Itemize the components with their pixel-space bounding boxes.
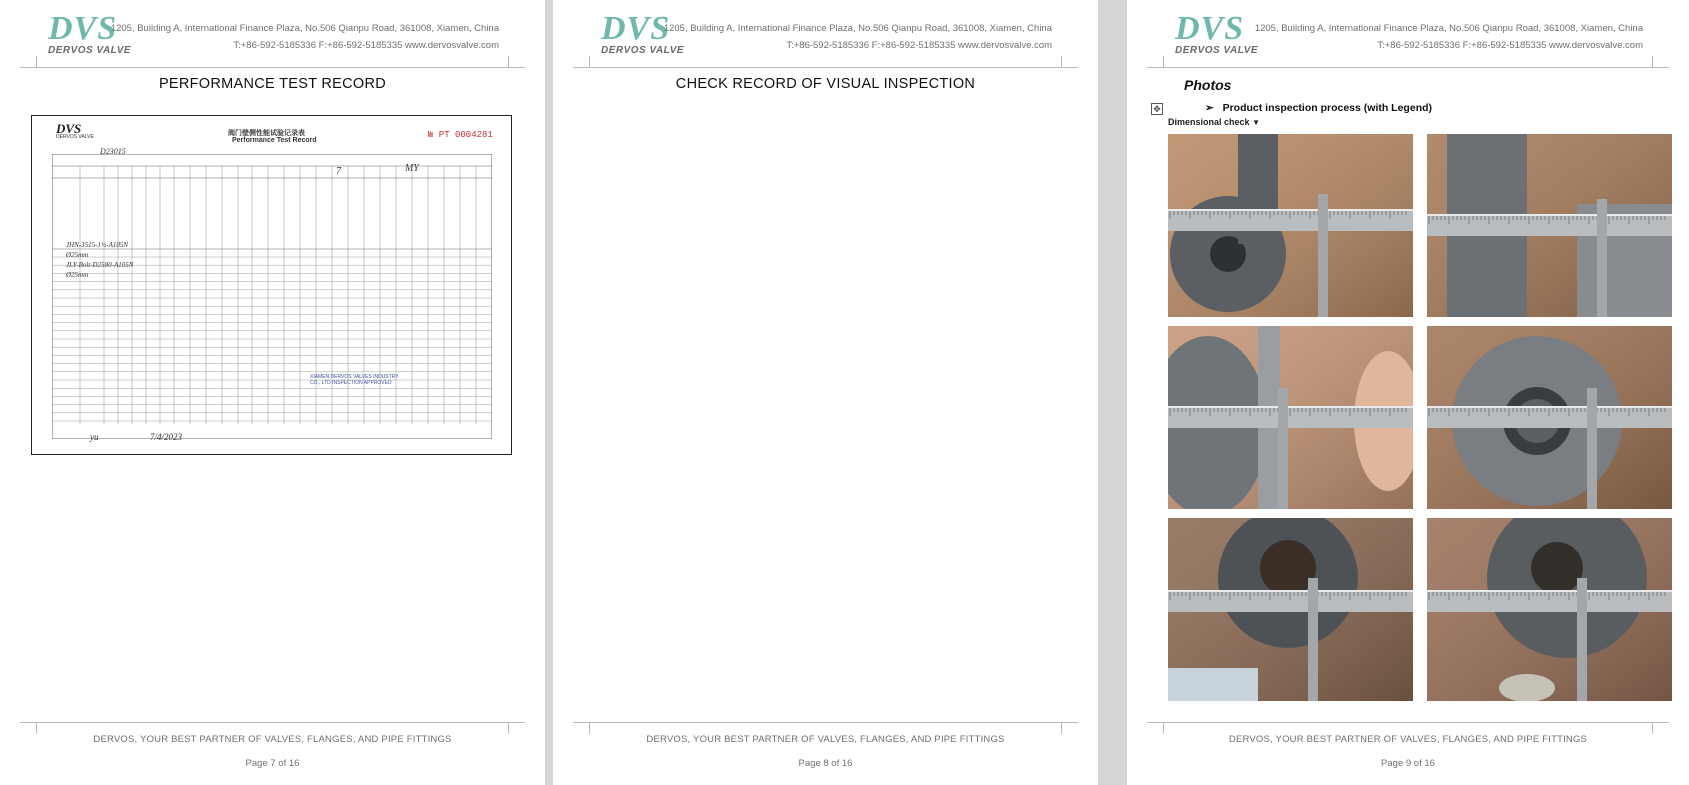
inspection-photo	[1168, 518, 1413, 701]
bullet-arrow-icon: ➢	[1205, 102, 1214, 114]
footer-tagline: DERVOS, YOUR BEST PARTNER OF VALVES, FLANGES, AND PIPE FITTINGS	[1228, 734, 1588, 745]
company-logo: DVS DERVOS VALVE	[601, 10, 685, 56]
inspection-photo	[1427, 326, 1672, 509]
document-page-8	[553, 0, 1098, 785]
move-handle-icon[interactable]: ✥	[1151, 103, 1163, 115]
inspection-photo	[1427, 134, 1672, 317]
page-number: Page 8 of 16	[798, 758, 853, 769]
performance-test-record-scan: DVS DERVOS VALVE 阀门壁侧性能试验记录表 Performance Test Record № PT 0004281 D23015 7 MY JHN-3515-1½-A105N Ø25mm JLY-Bolt-D2580-A105N Ø25mm XIAMEN DERVOS VALVES INDUSTRY CO., LTD INSPECTION APPROVED yu 7/4/2023	[31, 115, 512, 455]
page-number: Page 9 of 16	[1381, 758, 1435, 769]
document-page-7	[0, 0, 545, 785]
performance-grid	[52, 154, 492, 439]
page-title: Photos	[1184, 77, 1232, 93]
dimensional-check-dropdown[interactable]: Dimensional check ▼	[1168, 117, 1260, 127]
inspection-photo	[1168, 326, 1413, 509]
header-address: 1205, Building A, International Finance Plaza, No.506 Qianpu Road, 361008, Xiamen, China T:+86-592-5185336 F:+86-592-5185335 www.dervosvalve.com	[663, 23, 1052, 51]
chevron-down-icon: ▼	[1252, 118, 1260, 127]
document-page-9	[1127, 0, 1689, 785]
page-number: Page 7 of 16	[245, 758, 300, 769]
footer-tagline: DERVOS, YOUR BEST PARTNER OF VALVES, FLANGES, AND PIPE FITTINGS	[93, 734, 452, 745]
page-title: PERFORMANCE TEST RECORD	[158, 76, 387, 92]
company-logo: DVS DERVOS VALVE	[48, 10, 132, 56]
footer-tagline: DERVOS, YOUR BEST PARTNER OF VALVES, FLANGES, AND PIPE FITTINGS	[646, 734, 1005, 745]
inspection-photo	[1168, 134, 1413, 317]
header-address: 1205, Building A, International Finance Plaza, No.506 Qianpu Road, 361008, Xiamen, China T:+86-592-5185336 F:+86-592-5185335 www.dervosvalve.com	[110, 23, 499, 51]
page-title: CHECK RECORD OF VISUAL INSPECTION	[675, 76, 976, 92]
header-address: 1205, Building A, International Finance Plaza, No.506 Qianpu Road, 361008, Xiamen, China T:+86-592-5185336 F:+86-592-5185335 www.dervosvalve.com	[1254, 23, 1643, 51]
process-heading: ➢ Product inspection process (with Legend)	[1205, 102, 1433, 114]
inspection-photo	[1427, 518, 1672, 701]
company-logo: DVS DERVOS VALVE	[1175, 10, 1259, 56]
